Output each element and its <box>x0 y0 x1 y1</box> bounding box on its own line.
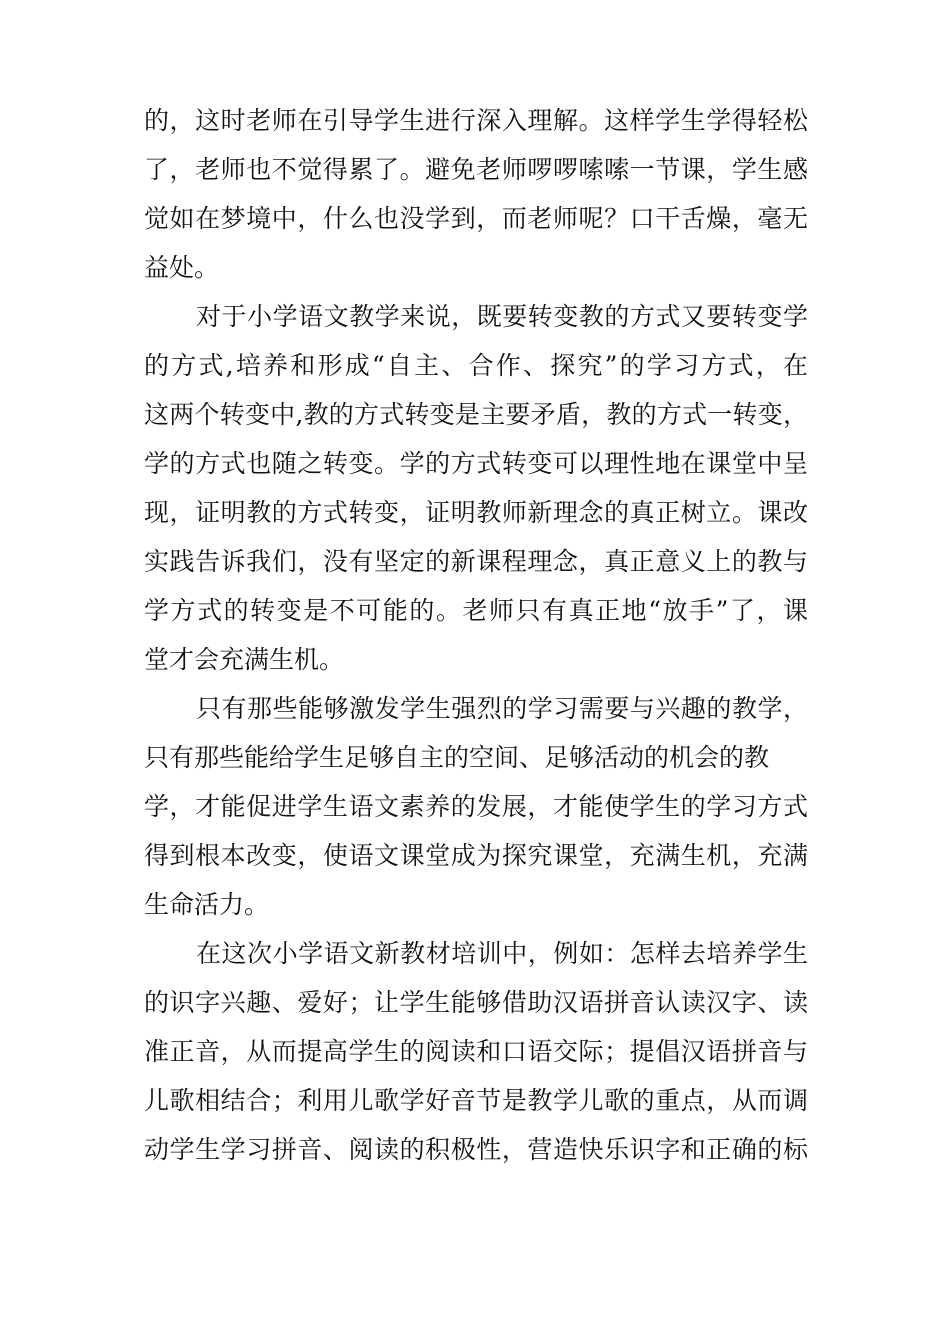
text-line: 的，这时老师在引导学生进行深入理解。这样学生学得轻松 <box>144 106 808 135</box>
text-line: 实践告诉我们，没有坚定的新课程理念，真正意义上的教与 <box>144 547 808 576</box>
text-line: 益处。 <box>144 253 220 282</box>
text-line: 对于小学语文教学来说，既要转变教的方式又要转变学 <box>196 302 808 331</box>
text-line: 堂才会充满生机。 <box>144 645 345 674</box>
text-line: 了，老师也不觉得累了。避免老师啰啰嗦嗦一节课，学生感 <box>144 155 808 184</box>
text-line: 这两个转变中,教的方式转变是主要矛盾，教的方式一转变， <box>144 400 808 429</box>
body-text <box>144 96 808 1174</box>
text-line: 学，才能促进学生语文素养的发展，才能使学生的学习方式 <box>144 792 808 821</box>
paragraph-1 <box>144 96 808 292</box>
text-line: 只有那些能够激发学生强烈的学习需要与兴趣的教学， <box>196 694 808 723</box>
text-line: 的方式,培养和形成“自主、合作、探究”的学习方式，在 <box>144 351 808 380</box>
paragraph-3 <box>144 684 808 929</box>
text-line: 只有那些能给学生足够自主的空间、足够活动的机会的教 <box>144 743 770 772</box>
text-line: 的识字兴趣、爱好；让学生能够借助汉语拼音认读汉字、读 <box>144 988 808 1017</box>
text-line: 准正音，从而提高学生的阅读和口语交际；提倡汉语拼音与 <box>144 1037 808 1066</box>
text-line: 动学生学习拼音、阅读的积极性，营造快乐识字和正确的标 <box>144 1135 808 1164</box>
text-line: 得到根本改变，使语文课堂成为探究课堂，充满生机，充满 <box>144 841 808 870</box>
text-line: 现，证明教的方式转变，证明教师新理念的真正树立。课改 <box>144 498 808 527</box>
text-line: 学的方式也随之转变。学的方式转变可以理性地在课堂中呈 <box>144 449 808 478</box>
text-line: 在这次小学语文新教材培训中，例如：怎样去培养学生 <box>196 939 808 968</box>
paragraph-4 <box>144 929 808 1174</box>
text-line: 生命活力。 <box>144 890 270 919</box>
text-line: 儿歌相结合；利用儿歌学好音节是教学儿歌的重点，从而调 <box>144 1086 808 1115</box>
paragraph-2 <box>144 292 808 684</box>
text-line: 觉如在梦境中，什么也没学到，而老师呢？口干舌燥，毫无 <box>144 204 808 233</box>
text-line: 学方式的转变是不可能的。老师只有真正地“放手”了，课 <box>144 596 808 625</box>
